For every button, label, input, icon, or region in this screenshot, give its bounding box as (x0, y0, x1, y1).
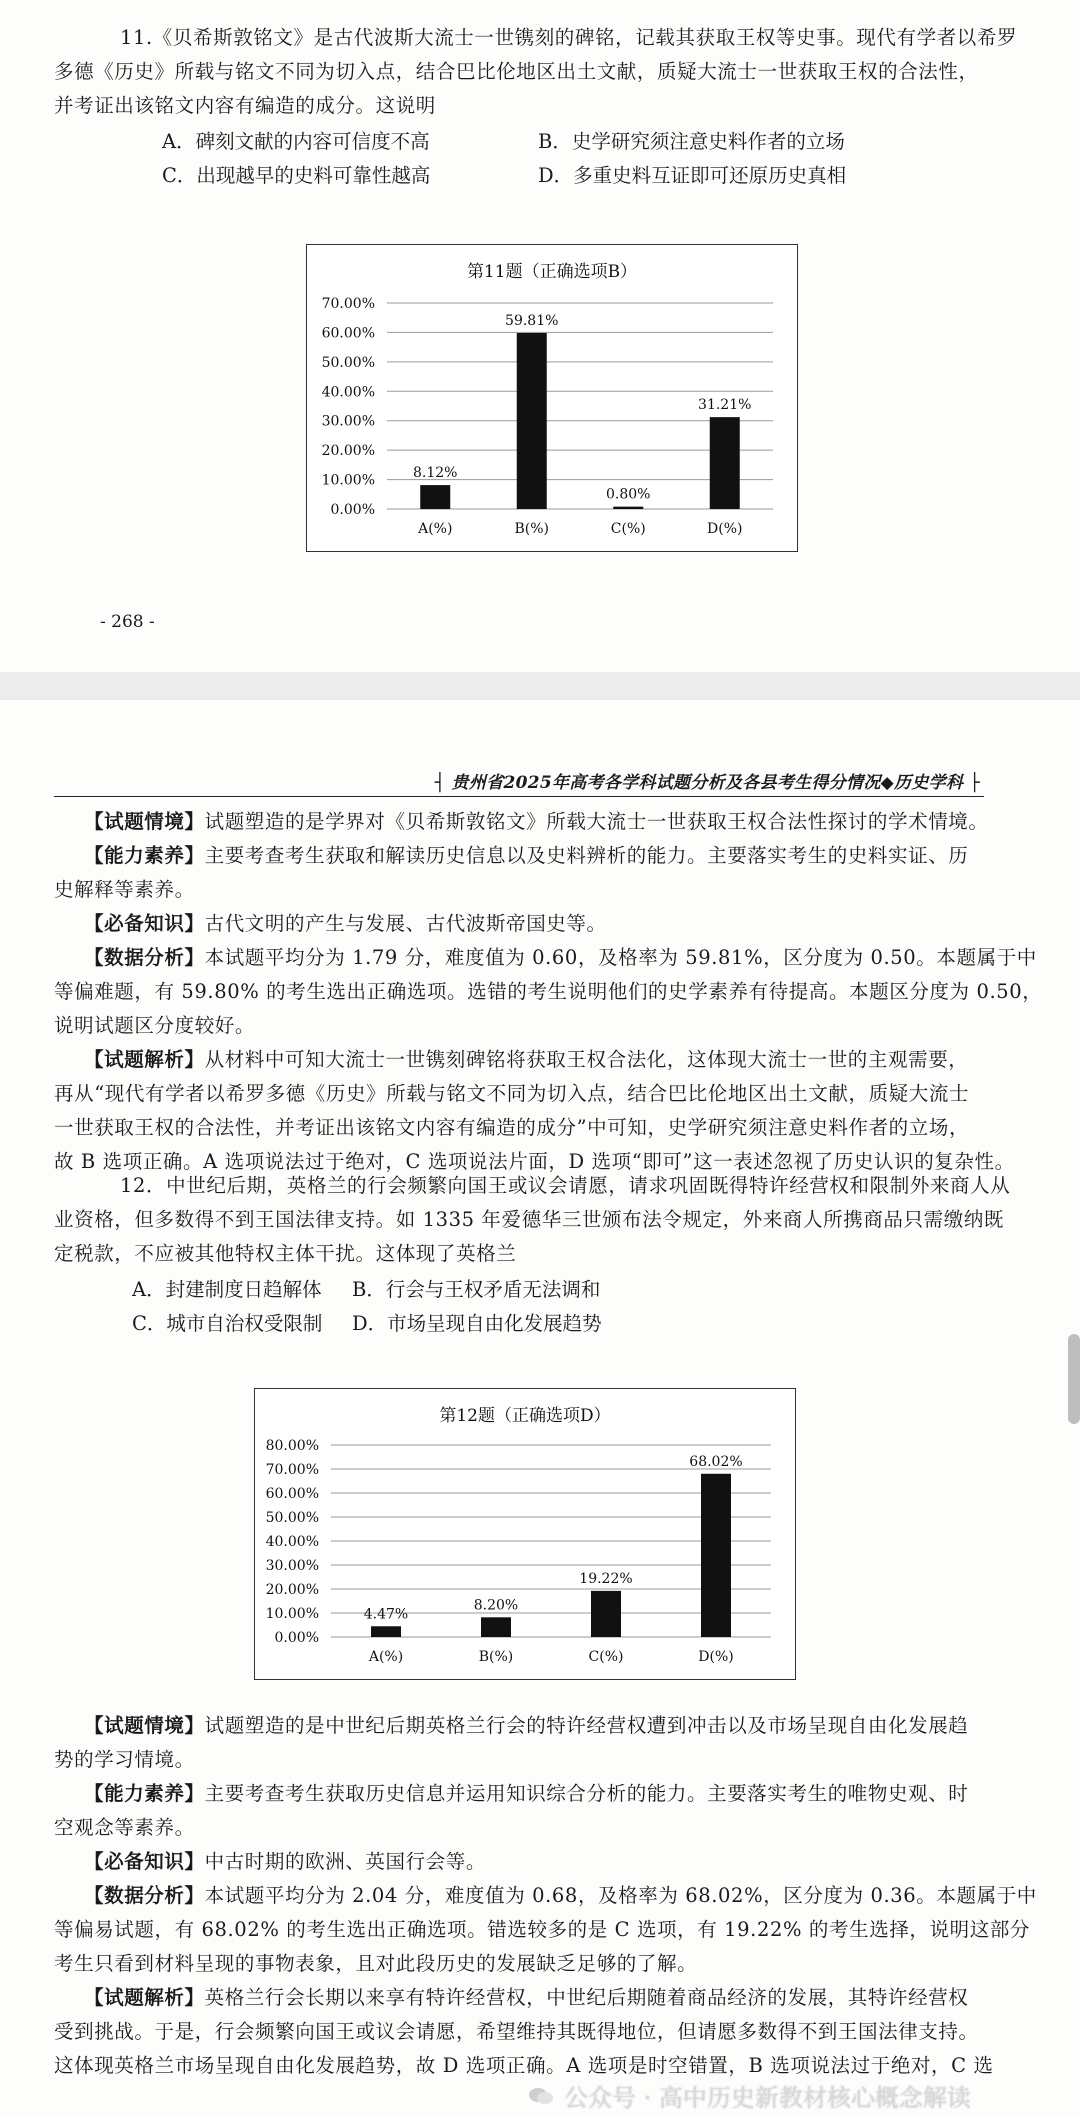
data-label: 19.22% (579, 1570, 633, 1587)
q12-bar-chart (254, 1388, 796, 1680)
analysis-line (54, 978, 1042, 1006)
chart-title: 第11题（正确选项B） (466, 262, 638, 282)
data-label: 59.81% (505, 312, 559, 329)
y-tick-label: 20.00% (321, 443, 375, 460)
watermark-text: 公众号 · 高中历史新教材核心概念解读 (564, 2084, 971, 2112)
q11-option-b: B．史学研究须注意史料作者的立场 (538, 130, 845, 153)
q12-option-d: D．市场呈现自由化发展趋势 (352, 1312, 602, 1335)
analysis-line (54, 1814, 195, 1842)
y-tick-label: 50.00% (265, 1510, 319, 1526)
analysis-line (54, 1012, 255, 1040)
analysis-text: 说明试题区分度较好。 (54, 1014, 256, 1037)
data-label: 31.21% (698, 397, 752, 414)
analysis-text: 等偏易试题，有 68.02% 的考生选出正确选项。错选较多的是 C 选项，有 19.22% 的考生选择，说明这部分 (54, 1918, 1031, 1941)
running-header: ┤ 贵州省2025年高考各学科试题分析及各县考生得分情况◆历史学科 ├ (434, 773, 980, 793)
analysis-text: 主要考查考生获取和解读历史信息以及史料辨析的能力。主要落实考生的史料实证、历 (204, 844, 969, 867)
wechat-icon (528, 2086, 554, 2106)
q11-stem-line: 11.《贝希斯敦铭文》是古代波斯大流士一世镌刻的碑铭，记载其获取王权等史事。现代有学者以希罗 (120, 26, 1018, 49)
analysis-text: 空观念等素养。 (54, 1816, 195, 1839)
x-tick-label: D(%) (707, 521, 743, 537)
analysis-text: 考生只看到材料呈现的事物表象，且对此段历史的发展缺乏足够的了解。 (54, 1952, 698, 1975)
bar (517, 333, 547, 509)
y-tick-label: 10.00% (265, 1606, 319, 1622)
page-number: - 268 - (100, 612, 155, 632)
y-tick-label: 70.00% (265, 1462, 319, 1478)
analysis-line (54, 2018, 979, 2046)
analysis-text: 本试题平均分为 2.04 分，难度值为 0.68，及格率为 68.02%，区分度为 0.36。本题属于中 (204, 1884, 1037, 1907)
y-tick-label: 50.00% (321, 354, 375, 371)
y-tick-label: 40.00% (321, 384, 375, 401)
y-tick-label: 30.00% (321, 413, 375, 430)
analysis-line (84, 910, 607, 938)
bar (481, 1617, 511, 1637)
page-bottom (0, 700, 1080, 2116)
bar (371, 1626, 401, 1637)
analysis-text: 受到挑战。于是，行会频繁向国王或议会请愿，希望维持其既得地位，但请愿多数得不到王国法律支持。 (54, 2020, 979, 2043)
analysis-text: 等偏难题，有 59.80% 的考生选出正确选项。选错的考生说明他们的史学素养有待提高。本题区分度为 0.50， (54, 980, 1043, 1003)
x-tick-label: A(%) (418, 521, 453, 537)
y-tick-label: 60.00% (321, 325, 375, 342)
analysis-text: 史解释等素养。 (54, 878, 195, 901)
x-tick-label: B(%) (478, 1649, 514, 1665)
analysis-label: 【试题解析】 (84, 1986, 205, 2009)
analysis-text: 英格兰行会长期以来享有特许经营权，中世纪后期随着商品经济的发展，其特许经营权 (204, 1986, 969, 2009)
watermark (528, 2078, 971, 2113)
analysis-text: 试题塑造的是学界对《贝希斯敦铭文》所载大流士一世获取王权合法性探讨的学术情境。 (204, 810, 989, 833)
q12-option-c: C．城市自治权受限制 (132, 1312, 323, 1335)
x-tick-label: D(%) (698, 1649, 734, 1665)
analysis-text: 这体现英格兰市场呈现自由化发展趋势，故 D 选项正确。A 选项是时空错置，B 选项说法过于绝对，C 选 (54, 2054, 994, 2077)
x-tick-label: C(%) (610, 521, 646, 537)
analysis-text: 从材料中可知大流士一世镌刻碑铭将获取王权合法化，这体现大流士一世的主观需要， (204, 1048, 969, 1071)
q11-option-d: D．多重史料互证即可还原历史真相 (538, 164, 847, 187)
analysis-label: 【试题解析】 (84, 1048, 205, 1071)
analysis-text: 中古时期的欧洲、英国行会等。 (204, 1850, 487, 1873)
running-header-title: 贵州省2025年高考各学科试题分析及各县考生得分情况◆历史学科 (451, 773, 964, 793)
analysis-line (54, 1916, 1030, 1944)
header-rule (54, 796, 984, 797)
analysis-label: 【能力素养】 (84, 1782, 205, 1805)
data-label: 68.02% (689, 1453, 743, 1470)
analysis-text: 本试题平均分为 1.79 分，难度值为 0.60，及格率为 59.81%，区分度为 0.50。本题属于中 (204, 946, 1037, 969)
analysis-line (84, 1780, 968, 1808)
bar (710, 417, 740, 509)
y-tick-label: 20.00% (265, 1582, 319, 1598)
q11-option-a: A．碑刻文献的内容可信度不高 (162, 130, 430, 153)
y-tick-label: 70.00% (321, 296, 375, 312)
page-top (0, 0, 1080, 672)
y-tick-label: 10.00% (321, 472, 375, 489)
y-tick-label: 80.00% (265, 1438, 319, 1454)
q12-option-b: B．行会与王权矛盾无法调和 (352, 1278, 601, 1301)
analysis-label: 【试题情境】 (84, 810, 205, 833)
bar (701, 1474, 731, 1637)
analysis-label: 【必备知识】 (84, 912, 205, 935)
analysis-line (54, 876, 195, 904)
analysis-line (54, 1114, 969, 1142)
data-label: 8.20% (473, 1597, 519, 1614)
analysis-label: 【数据分析】 (84, 1884, 205, 1907)
analysis-line (54, 2052, 994, 2080)
analysis-line (54, 1080, 969, 1108)
analysis-text: 试题塑造的是中世纪后期英格兰行会的特许经营权遭到冲击以及市场呈现自由化发展趋 (204, 1714, 969, 1737)
bar (591, 1591, 621, 1637)
q12-stem-line: 12．中世纪后期，英格兰的行会频繁向国王或议会请愿，请求巩固既得特许经营权和限制外来商人从 (120, 1174, 1011, 1197)
bar (420, 485, 450, 509)
x-tick-label: B(%) (514, 521, 550, 537)
data-label: 0.80% (606, 486, 651, 503)
analysis-text: 故 B 选项正确。A 选项说法过于绝对，C 选项说法片面，D 选项“即可”这一表述忽视了历史认识的复杂性。 (54, 1150, 1015, 1173)
y-tick-label: 60.00% (265, 1486, 319, 1502)
analysis-text: 势的学习情境。 (54, 1748, 195, 1771)
q11-option-c: C．出现越早的史料可靠性越高 (162, 164, 431, 187)
q11-stem-line: 并考证出该铭文内容有编造的成分。这说明 (54, 94, 436, 117)
analysis-line (54, 1746, 195, 1774)
analysis-label: 【能力素养】 (84, 844, 205, 867)
x-tick-label: A(%) (368, 1649, 404, 1665)
analysis-label: 【试题情境】 (84, 1714, 205, 1737)
analysis-line (84, 1882, 1037, 1910)
y-tick-label: 30.00% (265, 1558, 319, 1574)
chart-title: 第12题（正确选项D） (439, 1406, 611, 1426)
data-label: 4.47% (363, 1606, 409, 1623)
y-tick-label: 0.00% (274, 1630, 319, 1646)
q12-chart-svg (255, 1389, 795, 1679)
page-gap (0, 672, 1080, 700)
analysis-label: 【数据分析】 (84, 946, 205, 969)
scrollbar-thumb[interactable] (1068, 1334, 1080, 1424)
analysis-line (84, 1046, 968, 1074)
analysis-line (84, 1848, 486, 1876)
q12-stem-line: 定税款，不应被其他特权主体干扰。这体现了英格兰 (54, 1242, 517, 1265)
analysis-text: 古代文明的产生与发展、古代波斯帝国史等。 (204, 912, 607, 935)
q11-bar-chart (306, 244, 798, 552)
analysis-line (84, 842, 968, 870)
q11-chart-svg (307, 245, 797, 551)
analysis-text: 再从“现代有学者以希罗多德《历史》所载与铭文不同为切入点，结合巴比伦地区出土文献，质疑大流士 (54, 1082, 970, 1105)
x-tick-label: C(%) (588, 1649, 624, 1665)
analysis-text: 一世获取王权的合法性，并考证出该铭文内容有编造的成分”中可知，史学研究须注意史料作者的立场， (54, 1116, 970, 1139)
analysis-line (54, 1950, 697, 1978)
analysis-line (84, 1984, 968, 2012)
q12-option-a: A．封建制度日趋解体 (132, 1278, 322, 1301)
analysis-line (84, 944, 1037, 972)
q12-stem-line: 业资格，但多数得不到王国法律支持。如 1335 年爱德华三世颁布法令规定，外来商人所携商品只需缴纳既 (54, 1208, 1005, 1231)
analysis-text: 主要考查考生获取历史信息并运用知识综合分析的能力。主要落实考生的唯物史观、时 (204, 1782, 969, 1805)
analysis-line (84, 808, 989, 836)
analysis-line (84, 1712, 968, 1740)
bar (613, 507, 643, 509)
analysis-label: 【必备知识】 (84, 1850, 205, 1873)
q11-stem-line: 多德《历史》所载与铭文不同为切入点，结合巴比伦地区出土文献，质疑大流士一世获取王权的合法性， (54, 60, 979, 83)
y-tick-label: 40.00% (265, 1534, 319, 1550)
data-label: 8.12% (413, 465, 458, 482)
y-tick-label: 0.00% (330, 502, 375, 518)
